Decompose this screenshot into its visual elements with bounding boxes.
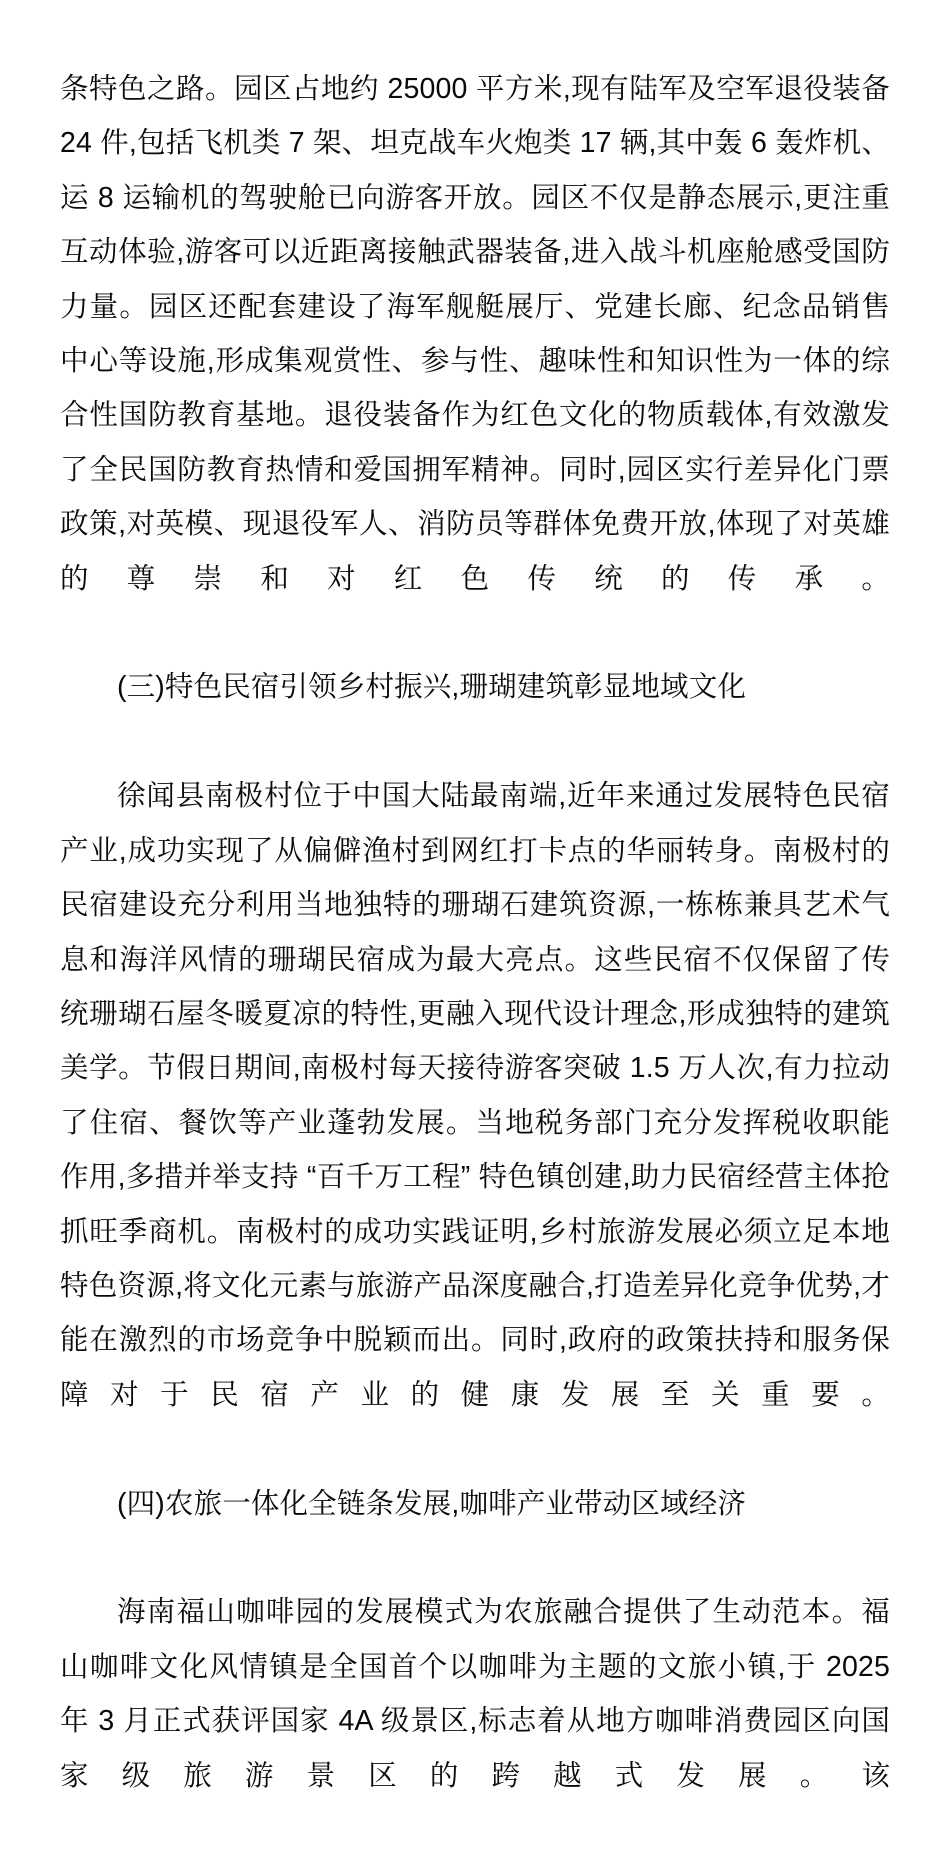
paragraph-fushan-coffee-park: 海南福山咖啡园的发展模式为农旅融合提供了生动范本。福山咖啡文化风情镇是全国首个以咖啡为主题的文旅小镇,于 2025 年 3 月正式获评国家 4A 级景区,标志着从地方咖啡消费园区向国家级旅游景区的跨越式发展。该 bbox=[60, 1596, 890, 1792]
document-body bbox=[60, 62, 890, 1857]
paragraph-nanji-village-homestay: 徐闻县南极村位于中国大陆最南端,近年来通过发展特色民宿产业,成功实现了从偏僻渔村到网红打卡点的华丽转身。南极村的民宿建设充分利用当地独特的珊瑚石建筑资源,一栋栋兼具艺术气息和海洋风情的珊瑚民宿成为最大亮点。这些民宿不仅保留了传统珊瑚石屋冬暖夏凉的特性,更融入现代设计理念,形成独特的建筑美学。节假日期间,南极村每天接待游客突破 1.5 万人次,有力拉动了住宿、餐饮等产业蓬勃发展。当地税务部门充分发挥税收职能作用,多措并举支持 “百千万工程” 特色镇创建,助力民宿经营主体抢抓旺季商机。南极村的成功实践证明,乡村旅游发展必须立足本地特色资源,将文化元素与旅游产品深度融合,打造差异化竞争优势,才能在激烈的市场竞争中脱颖而出。同时,政府的政策扶持和服务保障对于民宿产业的健康发展至关重要。 bbox=[60, 780, 890, 1411]
heading-section-three: (三)特色民宿引领乡村振兴,珊瑚建筑彰显地域文化 bbox=[117, 671, 747, 704]
paragraph-defense-education-park: 条特色之路。园区占地约 25000 平方米,现有陆军及空军退役装备 24 件,包括飞机类 7 架、坦克战车火炮类 17 辆,其中轰 6 轰炸机、运 8 运输机的驾驶舱已向游客开放。园区不仅是静态展示,更注重互动体验,游客可以近距离接触武器装备,进入战斗机座舱感受国防力量。园区还配套建设了海军舰艇展厅、党建长廊、纪念品销售中心等设施,形成集观赏性、参与性、趣味性和知识性为一体的综合性国防教育基地。退役装备作为红色文化的物质载体,有效激发了全民国防教育热情和爱国拥军精神。同时,园区实行差异化门票政策,对英模、现退役军人、消防员等群体免费开放,体现了对英雄的尊崇和对红色传统的传承。 bbox=[60, 73, 890, 595]
heading-section-four: (四)农旅一体化全链条发展,咖啡产业带动区域经济 bbox=[117, 1487, 747, 1520]
